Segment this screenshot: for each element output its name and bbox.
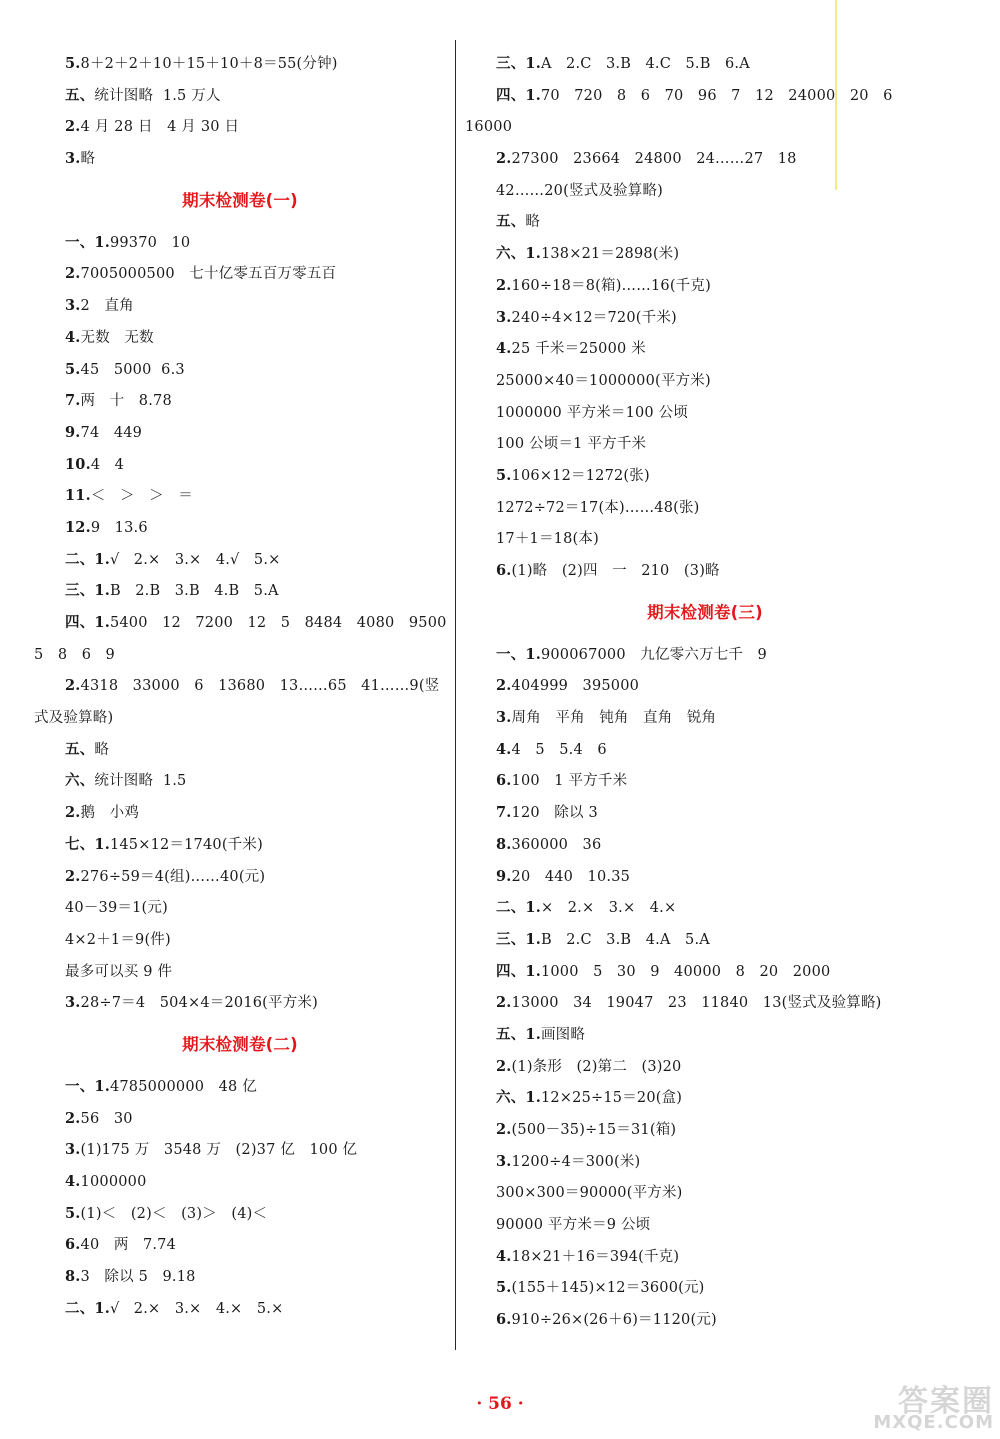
- answer-text: 138×21＝2898(米): [540, 246, 680, 263]
- question-number: 6.: [65, 1236, 81, 1254]
- answer-line: [34, 354, 446, 386]
- question-number: 二、1.: [65, 550, 110, 568]
- answer-line: [34, 1198, 446, 1230]
- answer-line: [465, 175, 945, 207]
- answer-line: [34, 1229, 446, 1261]
- question-number: 12.: [65, 518, 91, 536]
- answer-text: 27300 23664 24800 24……27 18: [511, 151, 797, 168]
- answer-text: ＜ ＞ ＞ ＝: [90, 488, 193, 505]
- answer-line: [34, 861, 446, 893]
- question-number: 2.: [65, 804, 81, 822]
- answer-text: 74 449: [80, 424, 143, 441]
- section-heading: 期末检测卷(三): [647, 602, 763, 622]
- answer-line: [34, 1071, 446, 1103]
- question-number: 五、: [65, 740, 95, 758]
- answer-text: 统计图略 1.5: [94, 773, 187, 790]
- answer-text: 略: [525, 214, 541, 231]
- answer-text: 160÷18＝8(箱)……16(千克): [511, 277, 711, 294]
- answer-text: 周角 平角 钝角 直角 锐角: [511, 710, 717, 727]
- answer-line: [34, 258, 446, 290]
- answer-text: 8＋2＋2＋10＋15＋10＋8＝55(分钟): [80, 56, 338, 72]
- answer-text: 4 4: [90, 456, 125, 473]
- answer-text: 4785000000 48 亿: [109, 1078, 257, 1095]
- answer-text: (155＋145)×12＝3600(元): [511, 1280, 705, 1297]
- question-number: 三、1.: [496, 55, 541, 72]
- answer-line: [34, 924, 446, 956]
- answer-text: 12×25÷15＝20(盒): [540, 1090, 683, 1107]
- column-divider: [455, 40, 456, 1350]
- question-number: 2.: [65, 677, 81, 695]
- question-number: 2.: [496, 150, 512, 168]
- page-number: · 56 ·: [476, 1394, 524, 1414]
- answer-line: [34, 544, 446, 576]
- question-number: 4.: [496, 740, 512, 758]
- answer-line: [465, 428, 945, 460]
- answer-text: 1200÷4＝300(米): [511, 1153, 641, 1170]
- answer-line-continuation: [34, 639, 446, 671]
- answer-text: 90000 平方米＝9 公顷: [496, 1217, 651, 1234]
- answer-text: 1272÷72＝17(本)……48(张): [496, 499, 700, 516]
- answer-line: [465, 797, 945, 829]
- answer-line: [465, 143, 945, 175]
- answer-line: [34, 1261, 446, 1293]
- answer-line: [34, 143, 446, 175]
- answer-text: 910÷26×(26＋6)＝1120(元): [511, 1312, 717, 1329]
- question-number: 一、1.: [65, 233, 110, 251]
- question-number: 4.: [496, 1247, 512, 1265]
- answer-line: [465, 1146, 945, 1178]
- question-number: 6.: [496, 1311, 512, 1329]
- answer-line: [465, 829, 945, 861]
- answer-line: [465, 1019, 945, 1051]
- question-number: 二、1.: [65, 1299, 110, 1317]
- answer-line: [465, 670, 945, 702]
- answer-text: (1)略 (2)四 一 210 (3)略: [511, 563, 720, 579]
- answer-text: 4 月 28 日 4 月 30 日: [80, 119, 240, 136]
- answer-line: [465, 270, 945, 302]
- question-number: 一、1.: [65, 1077, 110, 1095]
- answer-line: [465, 80, 945, 112]
- answer-line: [34, 111, 446, 143]
- question-number: 2.: [496, 276, 512, 294]
- answer-text: 40－39＝1(元): [65, 900, 168, 917]
- question-number: 5.: [496, 466, 512, 484]
- watermark-logo: [822, 1376, 994, 1434]
- answer-line: [465, 460, 945, 492]
- question-number: 7.: [496, 804, 512, 822]
- answer-line: [34, 765, 446, 797]
- answer-text: 40 两 7.74: [80, 1237, 177, 1254]
- question-number: 五、1.: [496, 1025, 541, 1043]
- answer-line: [465, 892, 945, 924]
- answer-line: [465, 1304, 945, 1336]
- question-number: 3.: [65, 150, 81, 168]
- answer-text: 3 除以 5 9.18: [80, 1269, 196, 1286]
- answer-line: [34, 987, 446, 1019]
- question-number: 5.: [65, 1204, 81, 1222]
- answer-line: [465, 956, 945, 988]
- answer-line: [465, 555, 945, 587]
- answer-text: 鹅 小鸡: [80, 805, 140, 822]
- question-number: 三、1.: [496, 930, 541, 948]
- answer-line: [465, 333, 945, 365]
- answer-line: [465, 492, 945, 524]
- watermark-en: MXQE.COM: [873, 1412, 994, 1433]
- answer-text: √ 2.× 3.× 4.√ 5.×: [109, 551, 281, 568]
- question-number: 6.: [496, 562, 512, 579]
- question-number: 六、1.: [496, 1089, 541, 1107]
- answer-text: 276÷59＝4(组)……40(元): [80, 868, 266, 885]
- answer-text: 17＋1＝18(本): [496, 531, 599, 548]
- section-heading: 期末检测卷(一): [182, 190, 298, 210]
- answer-text: 1000 5 30 9 40000 8 20 2000: [540, 963, 831, 980]
- question-number: 2.: [65, 118, 81, 136]
- answer-text: 略: [80, 151, 96, 168]
- answer-line: [34, 480, 446, 512]
- answer-text: 最多可以买 9 件: [65, 963, 173, 980]
- answer-text: 100 公顷＝1 平方千米: [496, 436, 647, 453]
- answer-text: 28÷7＝4 504×4＝2016(平方米): [80, 995, 318, 1012]
- watermark-cn: 答案圈: [898, 1384, 994, 1419]
- answer-text: 画图略: [540, 1026, 586, 1043]
- answer-text: 99370 10: [109, 234, 191, 251]
- answer-text: 360000 36: [511, 836, 602, 853]
- question-number: 4.: [65, 1173, 81, 1190]
- answer-text: (1)175 万 3548 万 (2)37 亿 100 亿: [80, 1142, 358, 1159]
- answer-line: [465, 734, 945, 766]
- answer-line: [34, 607, 446, 639]
- answer-line: [465, 365, 945, 397]
- answer-text: (1)＜ (2)＜ (3)＞ (4)＜: [80, 1205, 268, 1222]
- answer-text: 1000000 平方米＝100 公顷: [496, 404, 689, 421]
- answer-line: [465, 702, 945, 734]
- answer-line: [34, 734, 446, 766]
- answer-text: (1)条形 (2)第二 (3)20: [511, 1058, 682, 1075]
- question-number: 8.: [496, 835, 512, 853]
- question-number: 7.: [65, 392, 81, 410]
- answer-column-left: [34, 48, 446, 1324]
- answer-text: 2 直角: [80, 298, 134, 315]
- answer-line: [465, 924, 945, 956]
- question-number: 6.: [496, 772, 512, 790]
- answer-text: 120 除以 3: [511, 805, 598, 822]
- question-number: 2.: [496, 677, 512, 695]
- answer-text: B 2.B 3.B 4.B 5.A: [109, 583, 279, 600]
- answer-text: A 2.C 3.B 4.C 5.B 6.A: [540, 56, 750, 72]
- question-number: 四、1.: [65, 614, 110, 631]
- answer-line: [34, 797, 446, 829]
- answer-line: [34, 1166, 446, 1198]
- question-number: 六、: [65, 772, 95, 790]
- answer-text: 无数 无数: [80, 329, 154, 346]
- answer-line: [34, 385, 446, 417]
- question-number: 9.: [65, 423, 81, 441]
- answer-line: [465, 765, 945, 797]
- answer-text: 4×2＋1＝9(件): [65, 931, 171, 948]
- answer-line: [465, 987, 945, 1019]
- answer-text: 5 8 6 9: [34, 646, 115, 663]
- question-number: 10.: [65, 455, 91, 473]
- answer-text: 70 720 8 6 70 96 7 12 24000 20 6: [540, 87, 893, 104]
- answer-text: 145×12＝1740(千米): [109, 836, 263, 853]
- answer-text: 1000000: [80, 1174, 147, 1190]
- question-number: 3.: [65, 1141, 81, 1159]
- answer-text: 56 30: [80, 1110, 133, 1127]
- answer-line: [34, 670, 446, 702]
- answer-line: [465, 302, 945, 334]
- question-number: 3.: [496, 308, 512, 326]
- question-number: 11.: [65, 487, 91, 505]
- answer-line: [34, 417, 446, 449]
- answer-text: 900067000 九亿零六万七千 9: [540, 646, 767, 663]
- answer-line: [465, 206, 945, 238]
- answer-line: [34, 227, 446, 259]
- answer-text: (500－35)÷15＝31(箱): [511, 1122, 677, 1138]
- answer-text: 式及验算略): [34, 710, 114, 727]
- question-number: 四、1.: [496, 962, 541, 980]
- answer-line: [465, 48, 945, 80]
- answer-text: 240÷4×12＝720(千米): [511, 309, 677, 326]
- answer-line: [34, 449, 446, 481]
- answer-line: [465, 1051, 945, 1083]
- question-number: 三、1.: [65, 582, 110, 600]
- answer-text: 9 13.6: [90, 519, 148, 536]
- question-number: 2.: [496, 994, 512, 1012]
- answer-text: 统计图略 1.5 万人: [94, 87, 221, 104]
- question-number: 3.: [496, 709, 512, 727]
- question-number: 8.: [65, 1268, 81, 1286]
- answer-text: B 2.C 3.B 4.A 5.A: [540, 931, 710, 948]
- question-number: 2.: [65, 265, 81, 283]
- answer-text: √ 2.× 3.× 4.× 5.×: [109, 1300, 284, 1317]
- answer-text: 7005000500 七十亿零五百万零五百: [80, 266, 337, 283]
- answer-text: 45 5000 6.3: [80, 361, 185, 378]
- question-number: 五、: [65, 86, 95, 104]
- answer-text: 42……20(竖式及验算略): [496, 182, 664, 199]
- question-number: 七、1.: [65, 835, 110, 853]
- answer-text: 18×21＋16＝394(千克): [511, 1248, 680, 1265]
- answer-line: [465, 1209, 945, 1241]
- answer-text: 300×300＝90000(平方米): [496, 1185, 683, 1202]
- answer-text: 4 5 5.4 6: [511, 741, 607, 758]
- answer-line: [465, 523, 945, 555]
- answer-line: [465, 1114, 945, 1146]
- answer-line: [465, 1272, 945, 1304]
- answer-text: 25 千米＝25000 米: [511, 341, 646, 358]
- answer-text: 404999 395000: [511, 678, 640, 695]
- answer-line-continuation: [34, 702, 446, 734]
- question-number: 一、1.: [496, 645, 541, 663]
- answer-line: [465, 397, 945, 429]
- answer-line-continuation: [465, 111, 945, 143]
- answer-line: [34, 322, 446, 354]
- answer-line: [34, 1134, 446, 1166]
- question-number: 2.: [65, 867, 81, 885]
- answer-line: [465, 861, 945, 893]
- question-number: 2.: [496, 1057, 512, 1075]
- answer-text: 4318 33000 6 13680 13……65 41……9(竖: [80, 678, 440, 695]
- question-number: 9.: [496, 867, 512, 885]
- question-number: 4.: [65, 328, 81, 346]
- answer-line: [465, 1241, 945, 1273]
- question-number: 五、: [496, 213, 526, 231]
- question-number: 5.: [496, 1279, 512, 1297]
- question-number: 二、1.: [496, 899, 541, 917]
- question-number: 3.: [65, 994, 81, 1012]
- answer-line: [34, 290, 446, 322]
- answer-text: 100 1 平方千米: [511, 773, 628, 790]
- question-number: 六、1.: [496, 245, 541, 263]
- answer-line: [465, 639, 945, 671]
- answer-line: [34, 512, 446, 544]
- answer-line: [34, 1103, 446, 1135]
- answer-line: [34, 892, 446, 924]
- answer-line: [34, 575, 446, 607]
- answer-text: 略: [94, 741, 110, 758]
- section-heading: 期末检测卷(二): [182, 1034, 298, 1054]
- answer-line: [34, 1293, 446, 1325]
- question-number: 四、1.: [496, 86, 541, 104]
- answer-line: [465, 238, 945, 270]
- question-number: 5.: [65, 360, 81, 378]
- question-number: 3.: [496, 1152, 512, 1170]
- answer-text: × 2.× 3.× 4.×: [540, 900, 677, 917]
- answer-line: [465, 1177, 945, 1209]
- answer-text: 两 十 8.78: [80, 393, 172, 410]
- answer-text: 13000 34 19047 23 11840 13(竖式及验算略): [511, 995, 882, 1012]
- answer-line: [34, 829, 446, 861]
- question-number: 4.: [496, 340, 512, 358]
- answer-text: 16000: [465, 119, 513, 136]
- answer-text: 20 440 10.35: [511, 868, 631, 885]
- answer-text: 5400 12 7200 12 5 8484 4080 9500: [109, 615, 447, 631]
- question-number: 2.: [65, 1109, 81, 1127]
- answer-line: [34, 80, 446, 112]
- question-number: 5.: [65, 55, 81, 72]
- answer-text: 106×12＝1272(张): [511, 467, 650, 484]
- answer-line: [465, 1082, 945, 1114]
- answer-text: 25000×40＝1000000(平方米): [496, 372, 711, 389]
- answer-line: [34, 48, 446, 80]
- question-number: 2.: [496, 1121, 512, 1138]
- answer-line: [34, 956, 446, 988]
- question-number: 3.: [65, 297, 81, 315]
- answer-column-right: [465, 48, 945, 1336]
